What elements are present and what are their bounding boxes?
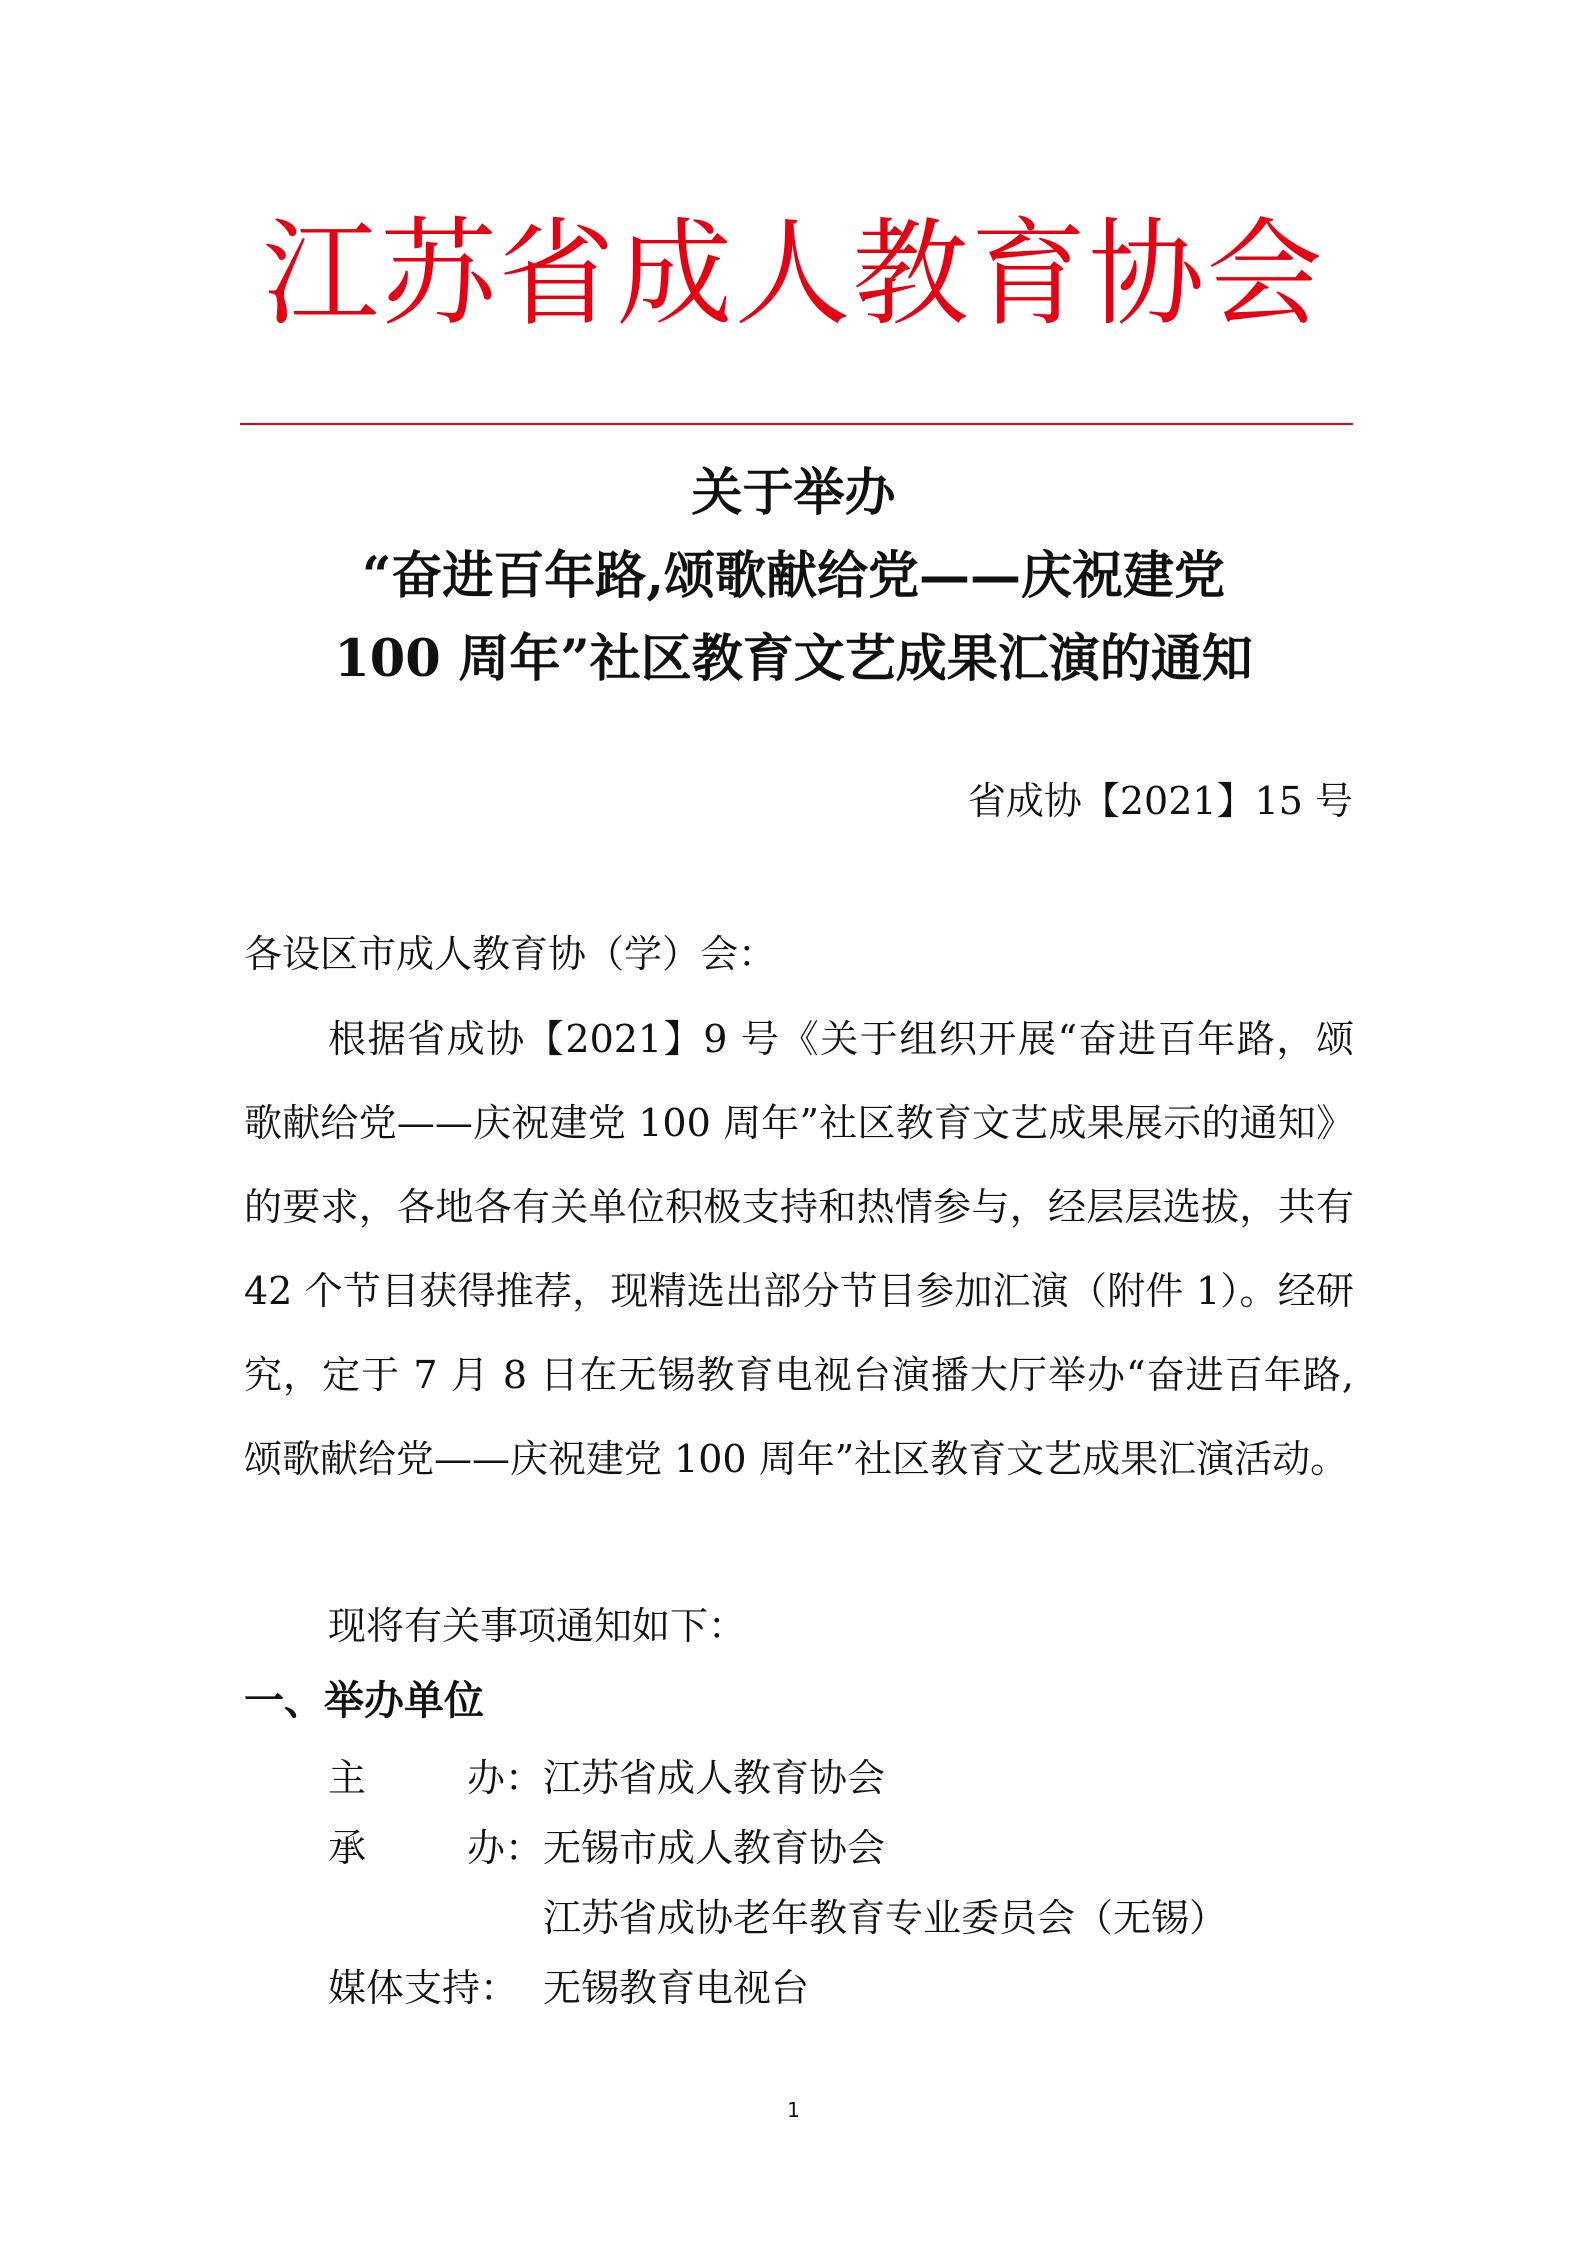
title-line-3: 100 周年”社区教育文艺成果汇演的通知 [334,629,1253,689]
organizer-label-part-a: 承 [328,1826,367,1870]
organizer-row-media [328,1953,1227,2023]
organizer-label [328,1813,543,1883]
organizer-label-part-a: 媒体支持： [328,1966,519,2010]
organizer-row-host [328,1743,1227,1813]
document-title [200,452,1387,701]
body-paragraph-2: 现将有关事项通知如下： [328,1604,747,1648]
salutation: 各设区市成人教育协（学）会： [244,932,777,976]
document-number: 省成协【2021】15 号 [967,779,1353,823]
organizer-label [328,1953,543,2023]
organizer-value: 江苏省成协老年教育专业委员会（无锡） [543,1896,1228,1940]
organizer-row-undertaker [328,1813,1227,1883]
organizer-label-part-b: 办： [466,1826,543,1870]
title-line-2: “奋进百年路,颂歌献给党——庆祝建党 [361,546,1226,606]
organizers-list [328,1743,1227,2023]
organizer-label [328,1743,543,1813]
organizer-row-undertaker-2 [328,1883,1227,1953]
page-number: 1 [787,2098,800,2122]
title-line-1: 关于举办 [691,463,896,523]
organizer-label [328,1883,543,1953]
organization-header: 江苏省成人教育协会 [262,207,1325,342]
organizer-label-part-a: 主 [328,1756,367,1800]
organizer-value: 江苏省成人教育协会 [543,1756,886,1800]
organizer-value: 无锡教育电视台 [543,1966,810,2010]
body-paragraph-1: 根据省成协【2021】9 号《关于组织开展“奋进百年路，颂歌献给党——庆祝建党 100 周年”社区教育文艺成果展示的通知》的要求，各地各有关单位积极支持和热情参与，经层层选拔，共有 42 个节目获得推荐，现精选出部分节目参加汇演（附件 1）。经研究，定于 7 月 8 日在无锡教育电视台演播大厅举办“奋进百年路,颂歌献给党——庆祝建党 100 周年”社区教育文艺成果汇演活动。 [244,1017,1354,1481]
organizer-value: 无锡市成人教育协会 [543,1826,886,1870]
section-heading-organizers: 一、举办单位 [244,1677,484,1724]
organizer-label-part-b: 办： [466,1756,543,1800]
red-divider-line [240,423,1353,425]
